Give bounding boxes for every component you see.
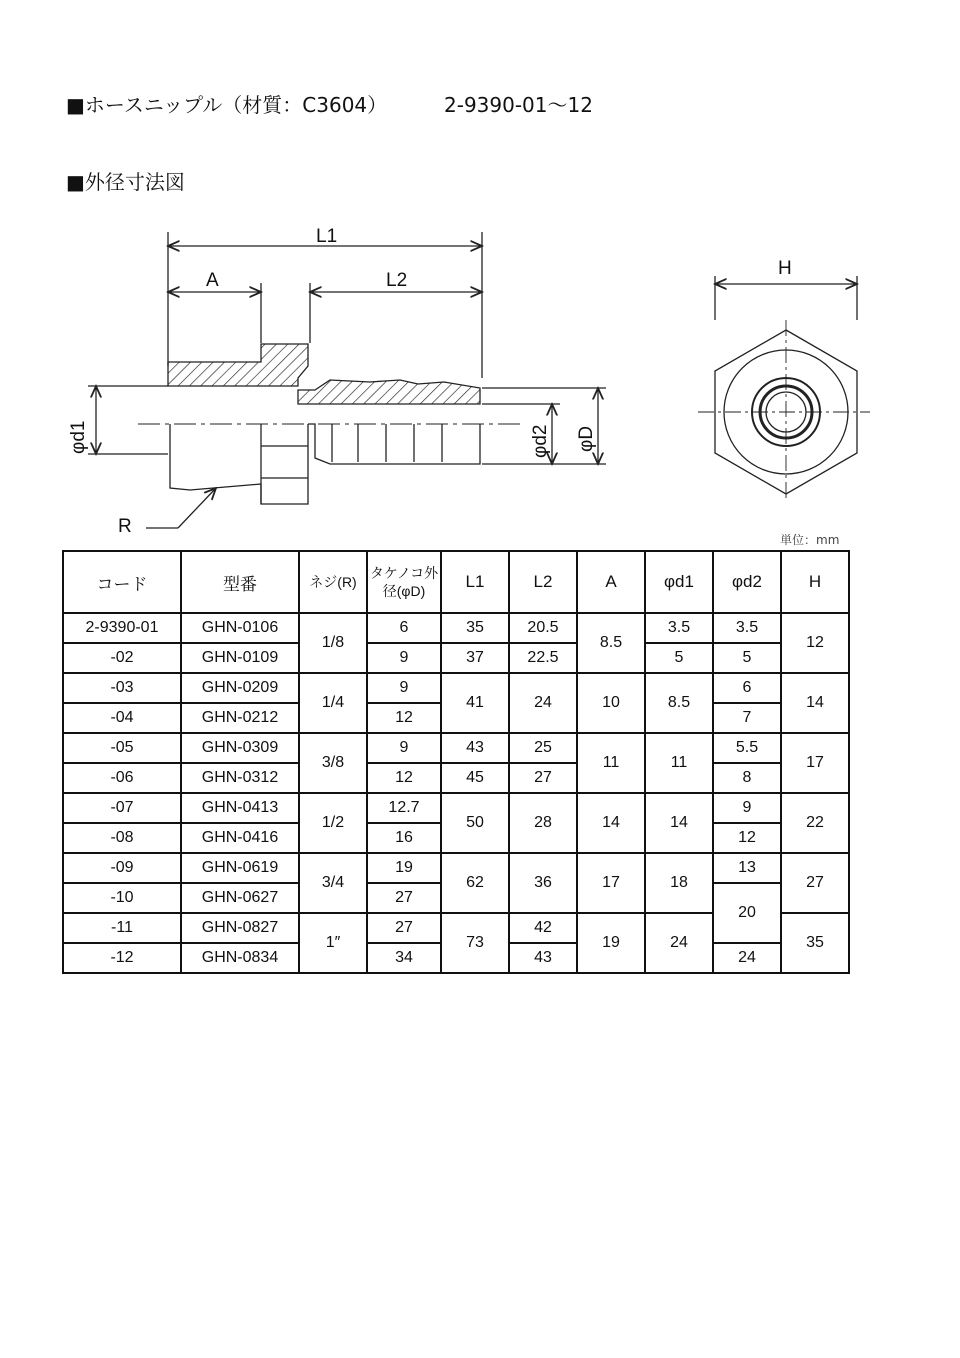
cell-a: 8.5 — [577, 613, 645, 673]
cell-d2: 5.5 — [713, 733, 781, 763]
cell-d1: 3.5 — [645, 613, 713, 643]
header-h: H — [781, 551, 849, 613]
header-thread: ネジ(R) — [299, 551, 367, 613]
cell-h: 17 — [781, 733, 849, 793]
end-view-drawing — [690, 250, 880, 510]
cell-l2: 25 — [509, 733, 577, 763]
cell-d1: 24 — [645, 913, 713, 973]
header-l1: L1 — [441, 551, 509, 613]
cell-h: 35 — [781, 913, 849, 973]
cell-od: 34 — [367, 943, 441, 973]
cell-l2: 36 — [509, 853, 577, 913]
cell-d1: 18 — [645, 853, 713, 913]
cell-l2: 27 — [509, 763, 577, 793]
header-d1: φd1 — [645, 551, 713, 613]
cell-model: GHN-0827 — [181, 913, 299, 943]
table-row — [63, 643, 849, 673]
cell-l1: 62 — [441, 853, 509, 913]
cell-l1: 41 — [441, 673, 509, 733]
cell-d2: 6 — [713, 673, 781, 703]
cell-d2: 13 — [713, 853, 781, 883]
cell-d2: 9 — [713, 793, 781, 823]
cell-code: -06 — [63, 763, 181, 793]
cell-od: 12 — [367, 763, 441, 793]
cell-d2: 3.5 — [713, 613, 781, 643]
product-title: ■ホースニップル（材質：C3604） — [66, 93, 388, 117]
cell-model: GHN-0619 — [181, 853, 299, 883]
code-range: 2-9390-01～12 — [444, 93, 593, 117]
cell-code: -07 — [63, 793, 181, 823]
cell-code: -11 — [63, 913, 181, 943]
cell-h: 27 — [781, 853, 849, 913]
side-view-drawing — [40, 218, 640, 548]
cell-l1: 35 — [441, 613, 509, 643]
table-header-row — [63, 551, 849, 613]
spec-table — [62, 550, 850, 974]
label-R: R — [118, 516, 132, 537]
cell-h: 22 — [781, 793, 849, 853]
cell-code: -12 — [63, 943, 181, 973]
cell-code: -03 — [63, 673, 181, 703]
header-code: コード — [63, 551, 181, 613]
cell-l1: 73 — [441, 913, 509, 973]
header-a: A — [577, 551, 645, 613]
cell-thread: 3/8 — [299, 733, 367, 793]
cell-code: 2-9390-01 — [63, 613, 181, 643]
cell-code: -02 — [63, 643, 181, 673]
cell-thread: 1/8 — [299, 613, 367, 673]
label-A: A — [206, 270, 219, 291]
header-d2: φd2 — [713, 551, 781, 613]
cell-l1: 50 — [441, 793, 509, 853]
cell-a: 17 — [577, 853, 645, 913]
cell-d1: 11 — [645, 733, 713, 793]
cell-code: -08 — [63, 823, 181, 853]
table-row — [63, 613, 849, 643]
cell-od: 9 — [367, 673, 441, 703]
cell-l2: 22.5 — [509, 643, 577, 673]
cell-d1: 5 — [645, 643, 713, 673]
cell-d2: 24 — [713, 943, 781, 973]
cell-h: 12 — [781, 613, 849, 673]
cell-l2: 28 — [509, 793, 577, 853]
cell-h: 14 — [781, 673, 849, 733]
cell-od: 19 — [367, 853, 441, 883]
cell-l1: 43 — [441, 733, 509, 763]
cell-model: GHN-0309 — [181, 733, 299, 763]
cell-od: 27 — [367, 913, 441, 943]
cell-od: 6 — [367, 613, 441, 643]
cell-od: 16 — [367, 823, 441, 853]
cell-od: 12 — [367, 703, 441, 733]
label-D: φD — [576, 425, 597, 452]
cell-code: -04 — [63, 703, 181, 733]
cell-l2: 42 — [509, 913, 577, 943]
cell-d2: 5 — [713, 643, 781, 673]
table-row — [63, 763, 849, 793]
cell-d1: 14 — [645, 793, 713, 853]
unit-note: 単位：mm — [780, 533, 840, 547]
table-row — [63, 793, 849, 823]
cell-od: 9 — [367, 733, 441, 763]
cell-l2: 43 — [509, 943, 577, 973]
header-od: タケノコ外径(φD) — [367, 551, 441, 613]
table-row — [63, 673, 849, 703]
cell-code: -10 — [63, 883, 181, 913]
cell-thread: 3/4 — [299, 853, 367, 913]
cell-d2: 7 — [713, 703, 781, 733]
label-H: H — [778, 258, 792, 279]
cell-d2: 12 — [713, 823, 781, 853]
label-d2: φd2 — [530, 424, 551, 458]
cell-d2: 8 — [713, 763, 781, 793]
cell-model: GHN-0834 — [181, 943, 299, 973]
cell-model: GHN-0627 — [181, 883, 299, 913]
cell-a: 14 — [577, 793, 645, 853]
cell-od: 27 — [367, 883, 441, 913]
cell-a: 19 — [577, 913, 645, 973]
cell-l2: 24 — [509, 673, 577, 733]
cell-model: GHN-0209 — [181, 673, 299, 703]
header-model: 型番 — [181, 551, 299, 613]
label-d1: φd1 — [68, 420, 89, 454]
cell-model: GHN-0212 — [181, 703, 299, 733]
cell-a: 11 — [577, 733, 645, 793]
cell-code: -05 — [63, 733, 181, 763]
cell-l2: 20.5 — [509, 613, 577, 643]
cell-model: GHN-0312 — [181, 763, 299, 793]
cell-thread: 1″ — [299, 913, 367, 973]
cell-model: GHN-0413 — [181, 793, 299, 823]
cell-d1: 8.5 — [645, 673, 713, 733]
cell-od: 9 — [367, 643, 441, 673]
cell-model: GHN-0106 — [181, 613, 299, 643]
label-L2: L2 — [386, 270, 408, 291]
table-row — [63, 853, 849, 883]
cell-thread: 1/2 — [299, 793, 367, 853]
cell-l1: 37 — [441, 643, 509, 673]
label-L1: L1 — [316, 226, 338, 247]
table-row — [63, 733, 849, 763]
cell-model: GHN-0109 — [181, 643, 299, 673]
section-heading: ■外径寸法図 — [66, 170, 185, 194]
cell-od: 12.7 — [367, 793, 441, 823]
cell-a: 10 — [577, 673, 645, 733]
cell-l1: 45 — [441, 763, 509, 793]
cell-thread: 1/4 — [299, 673, 367, 733]
cell-d2: 20 — [713, 883, 781, 943]
cell-code: -09 — [63, 853, 181, 883]
header-l2: L2 — [509, 551, 577, 613]
page-title — [66, 89, 593, 118]
cell-model: GHN-0416 — [181, 823, 299, 853]
